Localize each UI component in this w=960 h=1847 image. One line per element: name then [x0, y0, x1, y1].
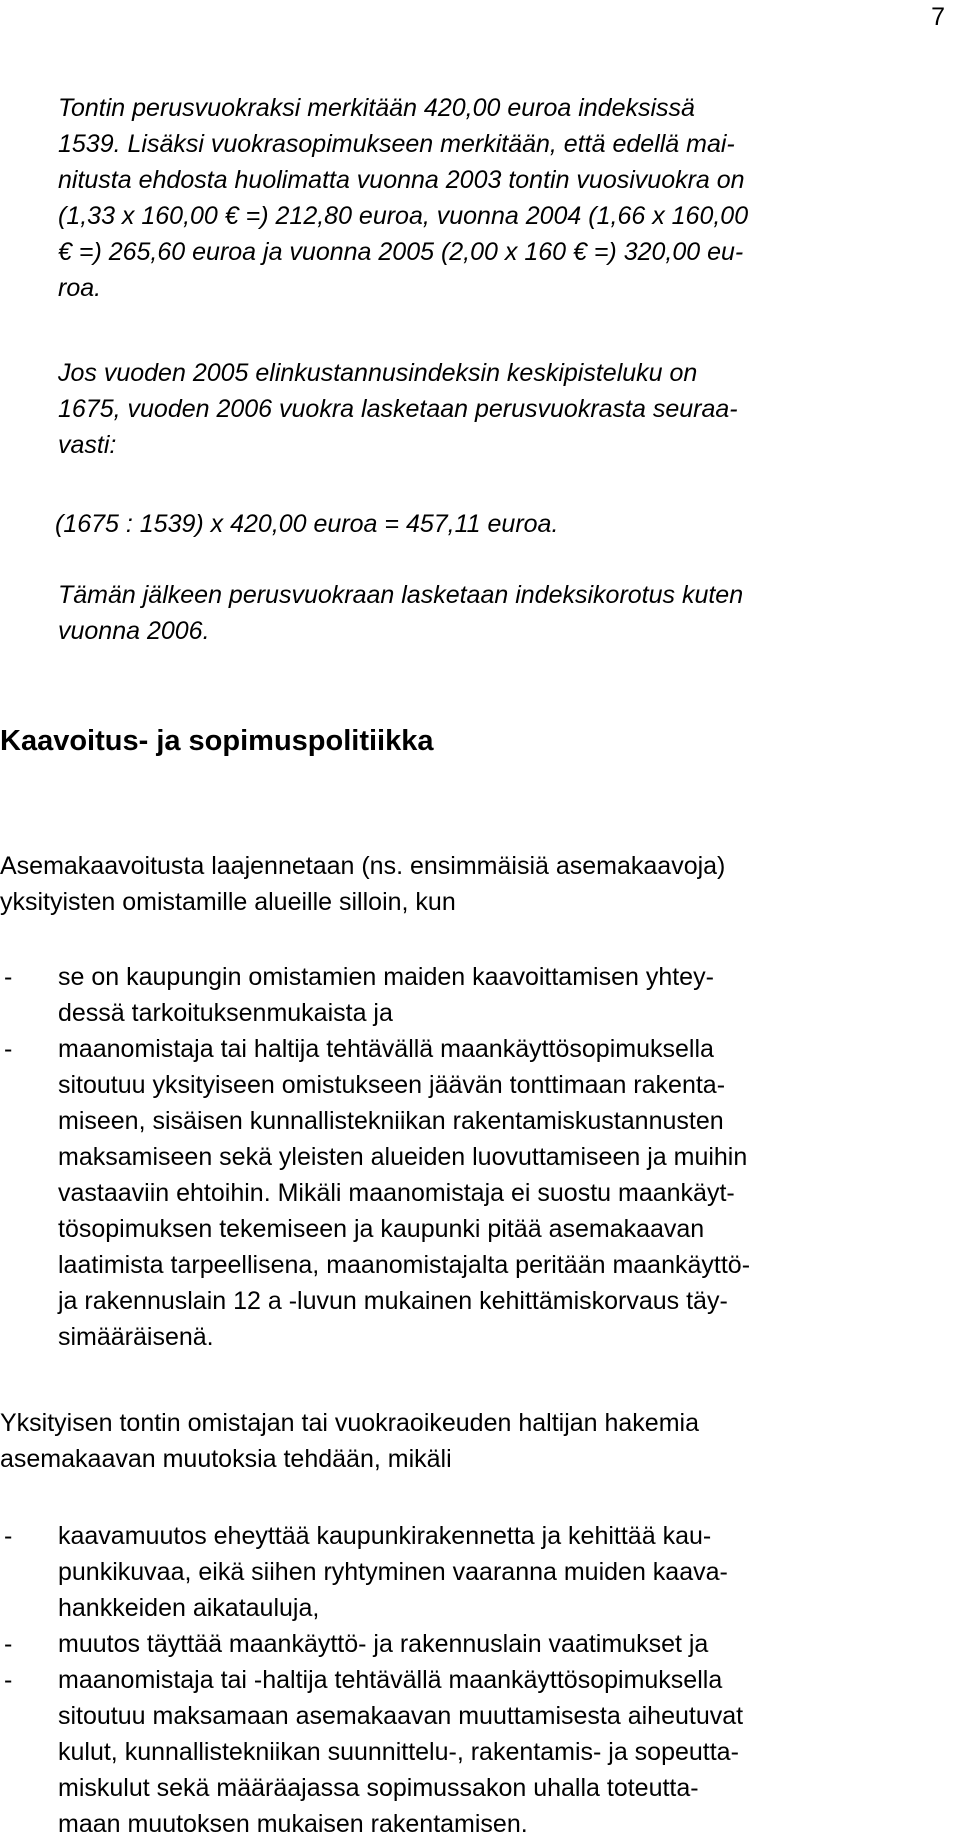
- text-line: maan muutoksen mukaisen rakentamisen.: [58, 1810, 528, 1838]
- dash-bullet: -: [4, 963, 13, 991]
- text-line: vastaaviin ehtoihin. Mikäli maanomistaja ei suostu maankäyt-: [58, 1179, 735, 1207]
- text-line: miseen, sisäisen kunnallistekniikan rakentamiskustannusten: [58, 1107, 724, 1135]
- text-line: se on kaupungin omistamien maiden kaavoittamisen yhtey-: [58, 963, 714, 991]
- rent-paragraph: [58, 90, 938, 306]
- list-item: [0, 1626, 945, 1662]
- text-line: nitusta ehdosta huolimatta vuonna 2003 tontin vuosivuokra on: [58, 166, 745, 194]
- text-line: kaavamuutos eheyttää kaupunkirakennetta ja kehittää kau-: [58, 1522, 712, 1550]
- text-line: Tontin perusvuokraksi merkitään 420,00 euroa indeksissä: [58, 94, 695, 122]
- list-item: [0, 959, 945, 1031]
- formula-text: (1675 : 1539) x 420,00 euroa = 457,11 euroa.: [55, 510, 559, 538]
- text-line: (1,33 x 160,00 € =) 212,80 euroa, vuonna 2004 (1,66 x 160,00: [58, 202, 749, 230]
- text-line: Asemakaavoitusta laajennetaan (ns. ensimmäisiä asemakaavoja): [0, 852, 726, 880]
- text-line: Jos vuoden 2005 elinkustannusindeksin keskipisteluku on: [58, 359, 698, 387]
- text-line: maanomistaja tai haltija tehtävällä maankäyttösopimuksella: [58, 1035, 714, 1063]
- text-line: Tämän jälkeen perusvuokraan lasketaan indeksikorotus kuten: [58, 581, 744, 609]
- text-line: muutos täyttää maankäyttö- ja rakennuslain vaatimukset ja: [58, 1630, 709, 1658]
- text-line: vasti:: [58, 431, 117, 459]
- formula-line: [55, 506, 558, 542]
- text-line: maanomistaja tai -haltija tehtävällä maankäyttösopimuksella: [58, 1666, 723, 1694]
- zoning-conditions-list: [0, 959, 945, 1355]
- text-line: 1539. Lisäksi vuokrasopimukseen merkitään, että edellä mai-: [58, 130, 735, 158]
- amendment-intro-paragraph: [0, 1405, 945, 1477]
- text-line: hankkeiden aikatauluja,: [58, 1594, 320, 1622]
- dash-bullet: -: [4, 1630, 13, 1658]
- indexing-paragraph: [58, 577, 938, 649]
- amendment-conditions-list: [0, 1518, 945, 1842]
- index-paragraph: [58, 355, 938, 463]
- text-line: roa.: [58, 274, 102, 302]
- section-heading: Kaavoitus- ja sopimuspolitiikka: [0, 725, 434, 757]
- text-line: dessä tarkoituksenmukaista ja: [58, 999, 393, 1027]
- text-line: € =) 265,60 euroa ja vuonna 2005 (2,00 x 160 € =) 320,00 eu-: [58, 238, 744, 266]
- text-line: vuonna 2006.: [58, 617, 210, 645]
- zoning-intro-paragraph: [0, 848, 945, 920]
- list-item: [0, 1662, 945, 1842]
- dash-bullet: -: [4, 1035, 13, 1063]
- text-line: miskulut sekä määräajassa sopimussakon uhalla toteutta-: [58, 1774, 699, 1802]
- text-line: yksityisten omistamille alueille silloin, kun: [0, 888, 456, 916]
- list-item: [0, 1031, 945, 1355]
- text-line: tösopimuksen tekemiseen ja kaupunki pitää asemakaavan: [58, 1215, 705, 1243]
- page-number: 7: [931, 3, 945, 31]
- text-line: kulut, kunnallistekniikan suunnittelu-, rakentamis- ja sopeutta-: [58, 1738, 739, 1766]
- text-line: sitoutuu maksamaan asemakaavan muuttamisesta aiheutuvat: [58, 1702, 744, 1730]
- list-item: [0, 1518, 945, 1626]
- text-line: asemakaavan muutoksia tehdään, mikäli: [0, 1445, 452, 1473]
- text-line: laatimista tarpeellisena, maanomistajalta peritään maankäyttö-: [58, 1251, 751, 1279]
- text-line: 1675, vuoden 2006 vuokra lasketaan perusvuokrasta seuraa-: [58, 395, 738, 423]
- text-line: simääräisenä.: [58, 1323, 214, 1351]
- text-line: ja rakennuslain 12 a -luvun mukainen kehittämiskorvaus täy-: [58, 1287, 728, 1315]
- text-line: maksamiseen sekä yleisten alueiden luovuttamiseen ja muihin: [58, 1143, 748, 1171]
- text-line: punkikuvaa, eikä siihen ryhtyminen vaaranna muiden kaava-: [58, 1558, 728, 1586]
- dash-bullet: -: [4, 1666, 13, 1694]
- text-line: sitoutuu yksityiseen omistukseen jäävän tonttimaan rakenta-: [58, 1071, 726, 1099]
- text-line: Yksityisen tontin omistajan tai vuokraoikeuden haltijan hakemia: [0, 1409, 699, 1437]
- dash-bullet: -: [4, 1522, 13, 1550]
